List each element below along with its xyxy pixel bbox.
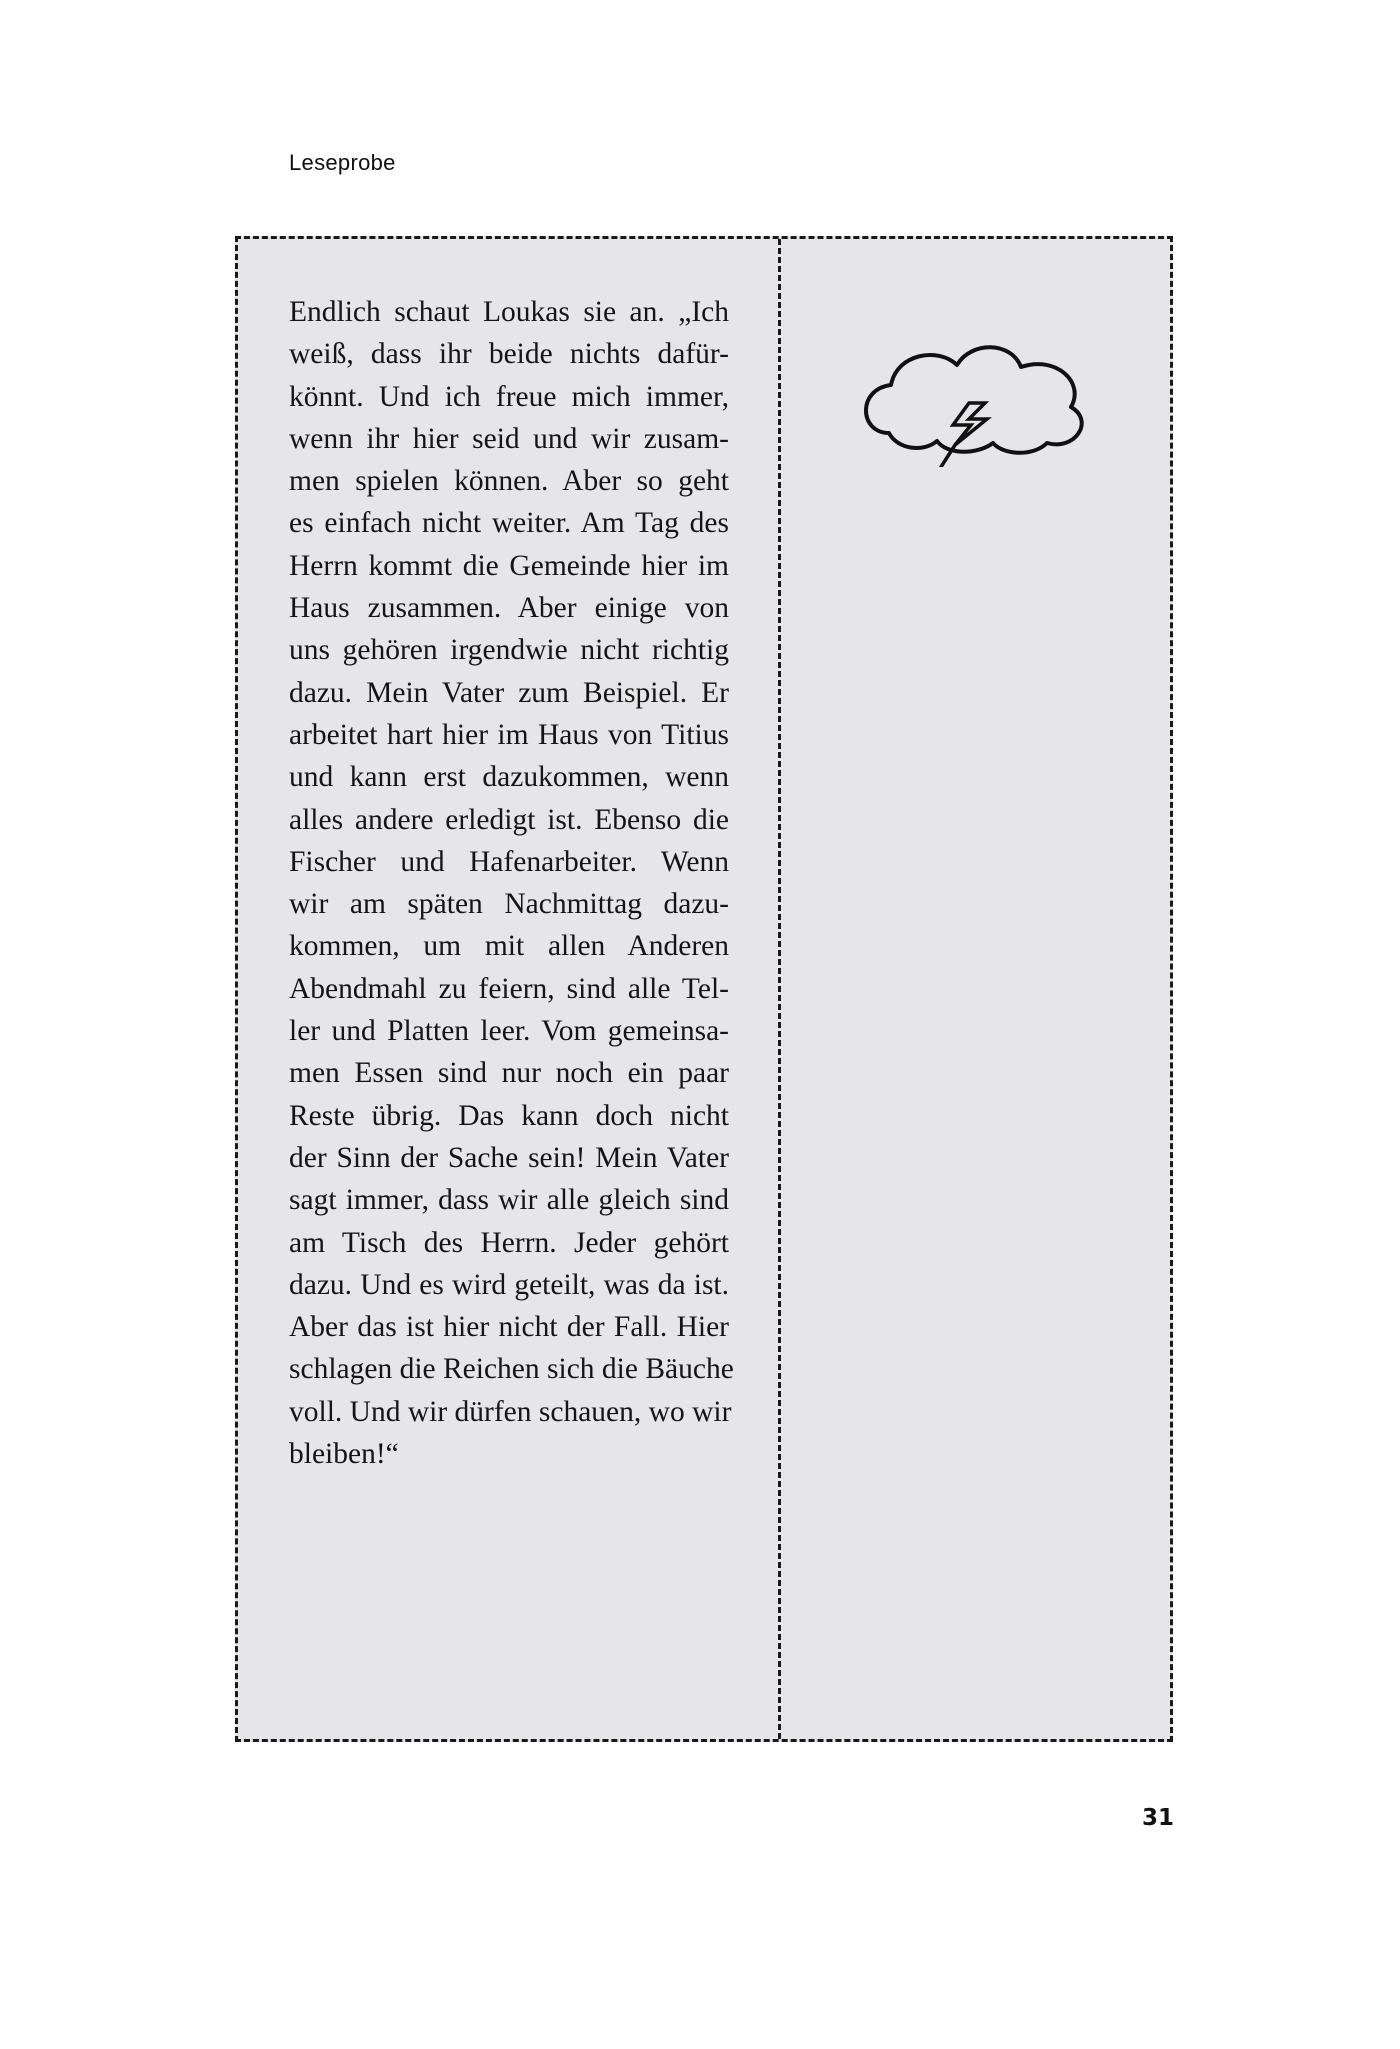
story-line: bleiben!“ xyxy=(289,1438,399,1471)
story-line: kommen, um mit allen Anderen xyxy=(289,930,729,963)
story-line: men Essen sind nur noch ein paar xyxy=(289,1057,729,1090)
story-line: Reste übrig. Das kann doch nicht xyxy=(289,1099,729,1132)
story-line: Haus zusammen. Aber einige von xyxy=(289,592,729,625)
dashed-divider xyxy=(778,239,781,1739)
story-line: dazu. Mein Vater zum Beispiel. Er xyxy=(289,676,729,709)
dashed-card xyxy=(235,236,1173,1742)
story-line: uns gehören irgendwie nicht richtig xyxy=(289,634,729,667)
story-line: könnt. Und ich freue mich immer, xyxy=(289,380,729,413)
story-line: arbeitet hart hier im Haus von Titius xyxy=(289,718,729,751)
story-line: Fischer und Hafenarbeiter. Wenn xyxy=(289,845,729,878)
story-line: Herrn kommt die Gemeinde hier im xyxy=(289,549,729,582)
story-line: Abendmahl zu feiern, sind alle Tel- xyxy=(289,972,729,1005)
story-paragraph xyxy=(289,291,734,1475)
story-line: Aber das ist hier nicht der Fall. Hier xyxy=(289,1311,729,1344)
page-number: 31 xyxy=(1141,1805,1174,1831)
story-line: wir am späten Nachmittag dazu- xyxy=(289,888,729,921)
storm-cloud-lightning-icon xyxy=(853,333,1097,467)
running-header: Leseprobe xyxy=(289,150,396,175)
story-line: ler und Platten leer. Vom gemeinsa- xyxy=(289,1015,729,1048)
story-line: voll. Und wir dürfen schauen, wo wir xyxy=(289,1395,732,1428)
story-line: men spielen können. Aber so geht xyxy=(289,465,729,498)
story-line: sagt immer, dass wir alle gleich sind xyxy=(289,1184,729,1217)
story-line: und kann erst dazukommen, wenn xyxy=(289,761,729,794)
story-line: es einfach nicht weiter. Am Tag des xyxy=(289,507,729,540)
story-line: am Tisch des Herrn. Jeder gehört xyxy=(289,1226,729,1259)
story-line: Endlich schaut Loukas sie an. „Ich xyxy=(289,296,729,328)
story-line: weiß, dass ihr beide nichts dafür- xyxy=(289,338,729,371)
story-line: schlagen die Reichen sich die Bäuche xyxy=(289,1353,734,1386)
story-line: dazu. Und es wird geteilt, was da ist. xyxy=(289,1268,729,1301)
story-line: wenn ihr hier seid und wir zusam- xyxy=(289,422,729,455)
story-line: alles andere erledigt ist. Ebenso die xyxy=(289,803,729,836)
story-line: der Sinn der Sache sein! Mein Vater xyxy=(289,1141,729,1174)
